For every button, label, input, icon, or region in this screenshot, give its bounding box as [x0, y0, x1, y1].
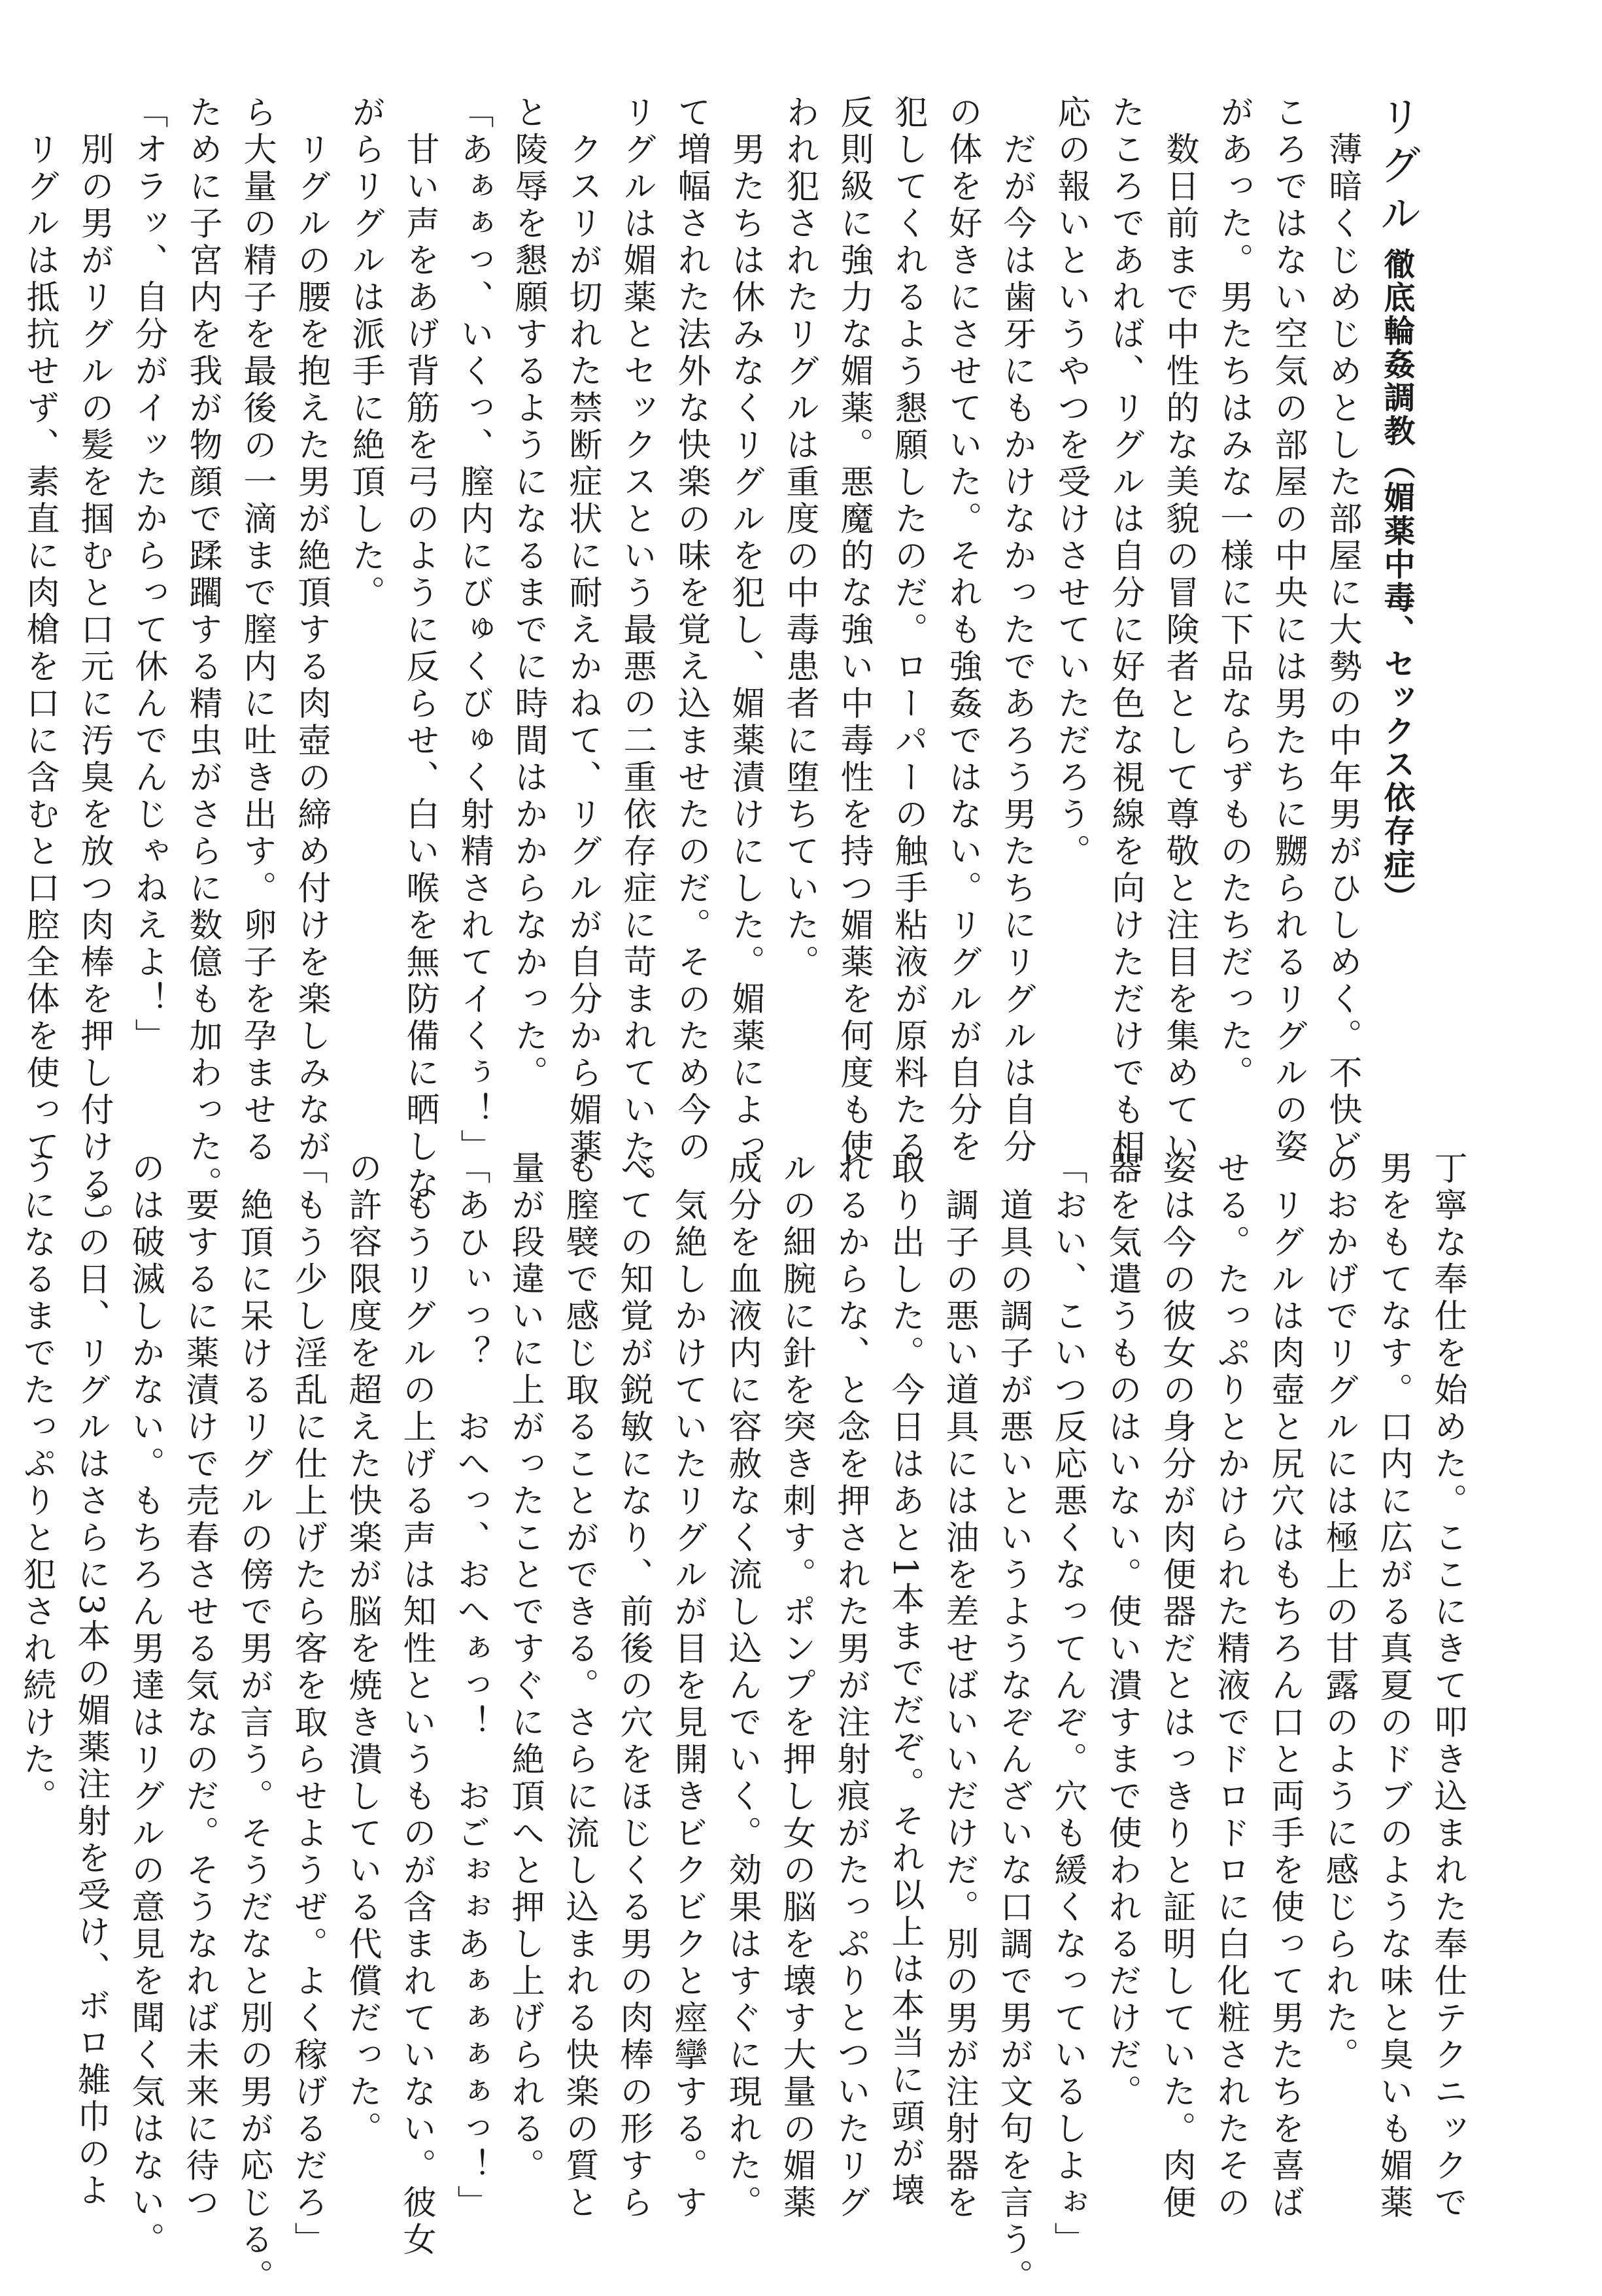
dialogue-line: 「オラッ、自分がイッたからって休んでんじゃねえよ！」 [129, 95, 167, 1055]
paragraph: 要するに薬漬けで売春させる気なのだ。そうなれば未来に待つ のは破滅しかない。もちろん男達はリグルの意見を聞く気はない。 [126, 1151, 218, 2259]
paragraph: 丁寧な奉仕を始めた。ここにきて叩き込まれた奉仕テクニックで 男をもてなす。口内に広がる真夏のドブのような味と臭いも媚薬 のおかげでリグルには極上の甘露のように感じられた。 [1320, 1151, 1467, 2222]
paragraph: 調子の悪い道具には油を差せばいいだけだ。別の男が注射器を 取り出した。今日はあと1本までだぞ。それ以上は本当に頭が壊 れるからな、と念を押された男が注射痕がたっぷりとついたリグ ルの細腕に針を突き刺す。ポンプを押し女の脳を壊す大量の媚薬 成分を血液内に容赦なく流し込んでいく。効果はすぐに現れた。 [723, 1151, 978, 2222]
bottom-text-block [17, 1151, 1474, 2296]
paragraph: 数日前まで中性的な美貌の冒険者として尊敬と注目を集めてい たころであれば、リグルは自分に好色な視線を向けただけでも相 応の報いというやつを受けさせていただろう。 [1051, 95, 1199, 1166]
paragraph: 「もう少し淫乱に仕上げたら客を取らせようぜ。よく稼げるだろ」 絶頂に呆けるリグルの傍で男が言う。そうだなと別の男が応じる。 [234, 1151, 327, 2296]
paragraph: 薄暗くじめじめとした部屋に大勢の中年男がひしめく。不快ど ころではない空気の部屋の中央には男たちに嬲られるリグルの姿 があった。男たちはみな一様に下品ならずものたちだった。 [1214, 95, 1361, 1166]
paragraph: 「おい、こいつ反応悪くなってんぞ。穴も緩くなっているしよぉ」 道具の調子が悪いというようなぞんざいな口調で男が文句を言う。 [994, 1151, 1087, 2296]
paragraph: この日、リグルはさらに3本の媚薬注射を受け、ボロ雑巾のよ うになるまでたっぷりと犯され続けた。 [17, 1151, 110, 2210]
paragraph: 甘い声をあげ背筋を弓のように反らせ、白い喉を無防備に晒しな がらリグルは派手に絶頂した。 [346, 95, 439, 1203]
dialogue-line: 「あぁぁっ、いくっ、膣内にびゅくびゅく射精されてイくぅ！」 [454, 95, 493, 1166]
top-text-block [20, 95, 1424, 1240]
story-title: リグル [1372, 95, 1421, 240]
paragraph: だが今は歯牙にもかけなかったであろう男たちにリグルは自分 の体を好きにさせていた。それも強姦ではない。リグルが自分を 犯してくれるよう懇願したのだ。ローパーの触手粘液が原料たる 反則級に強力な媚薬。悪魔的な強い中毒性を持つ媚薬を何度も使 われ犯されたリグルは重度の中毒患者に堕ちていた。 [780, 95, 1036, 1166]
paragraph: もうリグルの上げる声は知性というものが含まれていない。彼女 の許容限度を超えた快楽が脳を焼き潰している代償だった。 [343, 1151, 435, 2259]
paragraph: クスリが切れた禁断症状に耐えかねて、リグルが自分から媚薬 と陵辱を懇願するようになるまでに時間はかからなかった。 [509, 95, 602, 1166]
heading [1372, 95, 1421, 915]
story-subtitle: 徹底輪姦調教（媚薬中毒、セックス依存症） [1378, 248, 1415, 915]
paragraph: リグルは肉壺と尻穴はもちろん口と両手を使って男たちを喜ば せる。たっぷりとかけられた精液でドロドロに白化粧されたその 姿は今の彼女の身分が肉便器だとはっきりと証明していた。肉便 器を気遣うものはいない。使い潰すまで使われるだけだ。 [1102, 1151, 1304, 2222]
paragraph: リグルの腰を抱えた男が絶頂する肉壺の締め付けを楽しみなが ら大量の精子を最後の一滴まで膣内に吐き出す。卵子を孕ませる ために子宮内を我が物顔で蹂躙する精虫がさらに数億も加わった。 [183, 95, 330, 1203]
paragraph: 別の男がリグルの髪を掴むと口元に汚臭を放つ肉棒を押し付ける。 リグルは抵抗せず、素直に肉槍を口に含むと口腔全体を使って [20, 131, 113, 1240]
paragraph: 気絶しかけていたリグルが目を見開きビクビクと痙攣する。す べての知覚が鋭敏になり、前後の穴をほじくる男の肉棒の形すら も膣襞で感じ取ることができる。さらに流し込まれる快楽の質と 量が段違いに上がったことですぐに絶頂へと押し上げられる。 [505, 1151, 707, 2222]
dialogue-line: 「あひぃっ？ おへっ、おへぁっ！ おごぉぉあぁぁぁぁっ！」 [451, 1151, 490, 2222]
paragraph: 男たちは休みなくリグルを犯し、媚薬漬けにした。媚薬によっ て増幅された法外な快楽の味を覚え込ませたのだ。そのため今の リグルは媚薬とセックスという最悪の二重依存症に苛まれていた。 [617, 95, 764, 1203]
